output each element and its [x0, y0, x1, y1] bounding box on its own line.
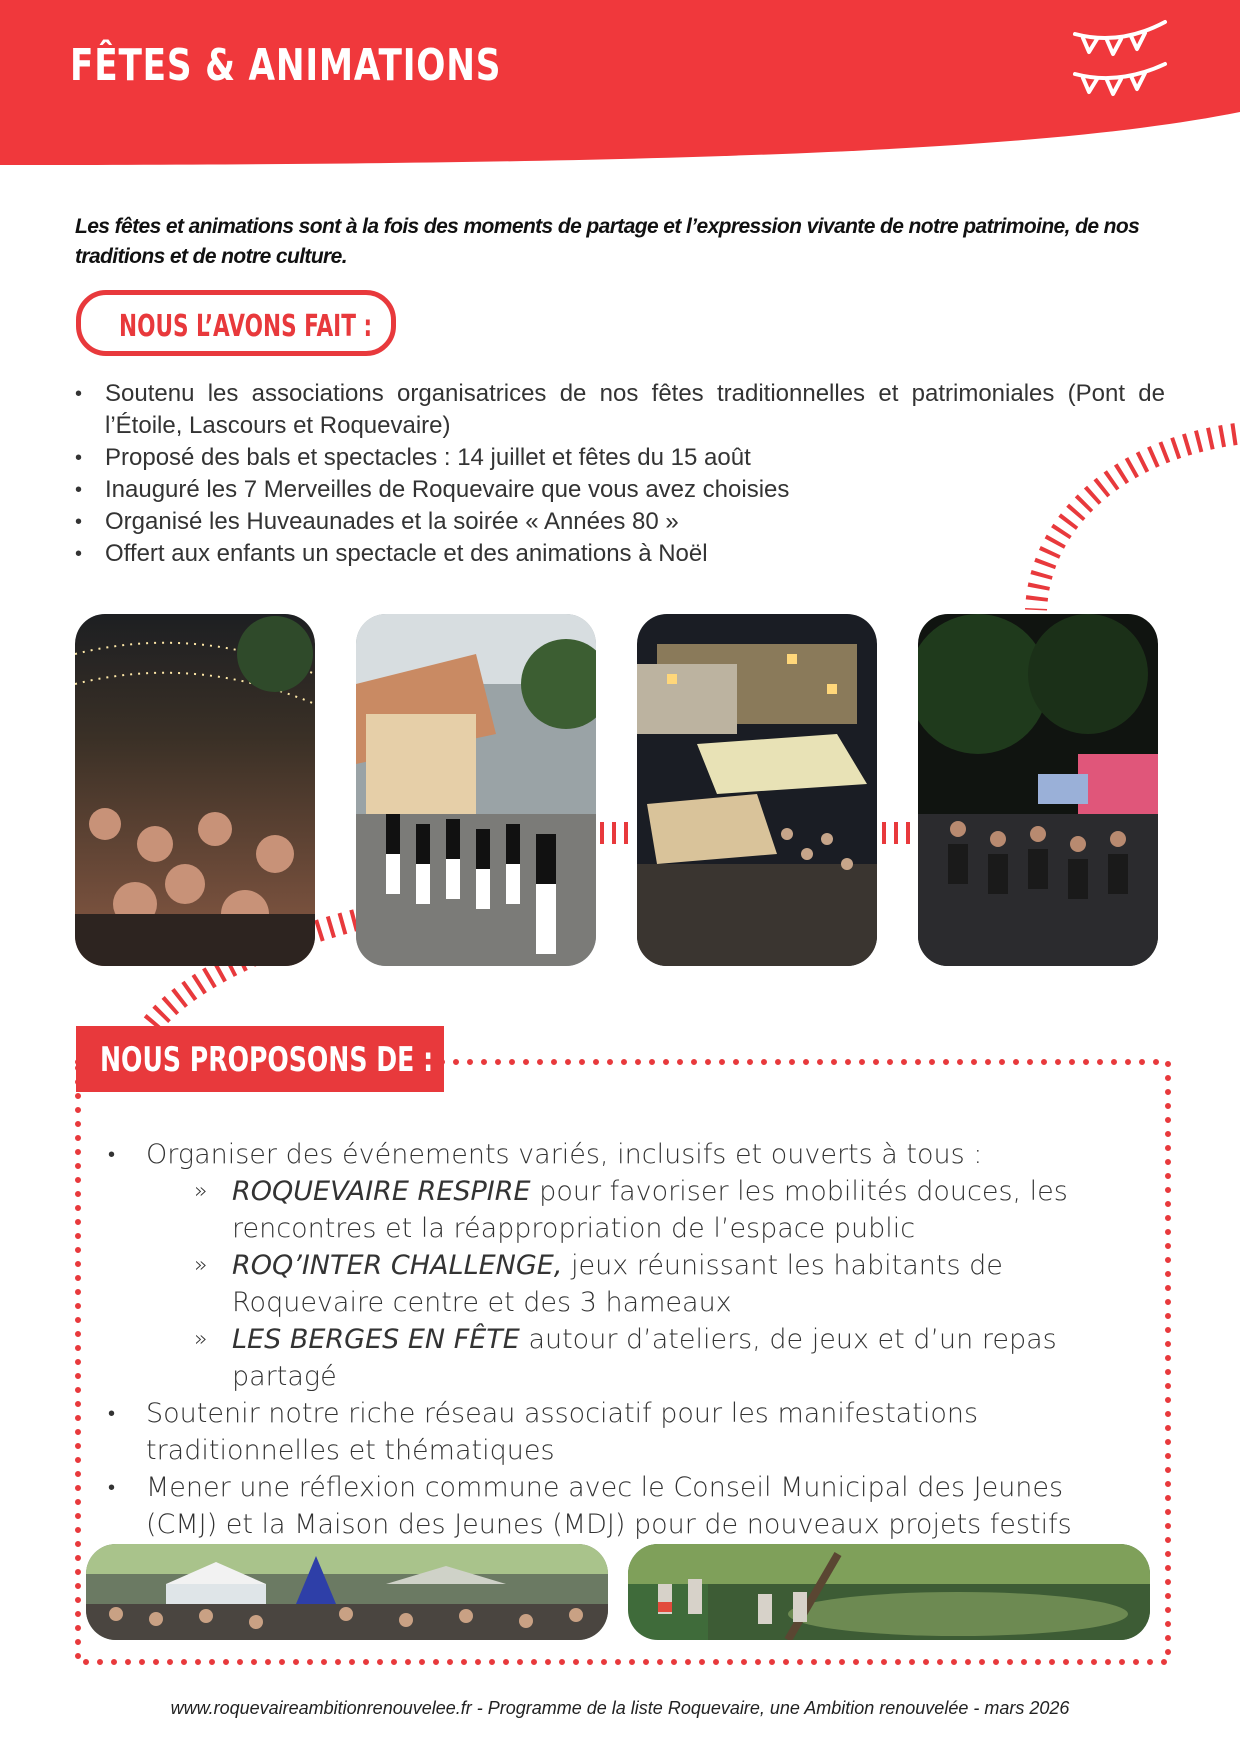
- done-list: [75, 378, 1165, 570]
- photo-night-market: [637, 614, 877, 966]
- list-item: • Offert aux enfants un spectacle et des animations à Noël: [75, 538, 1165, 570]
- list-item: • Organisé les Huveaunades et la soirée « Années 80 »: [75, 506, 1165, 538]
- list-item: » ROQUEVAIRE RESPIRE pour favoriser les mobilités douces, les rencontres et la réappropriation de l’espace public: [108, 1173, 1138, 1247]
- photo-riverbank: [628, 1544, 1150, 1640]
- page-title: FÊTES & ANIMATIONS: [70, 40, 502, 91]
- list-item: • Soutenir notre riche réseau associatif pour les manifestations traditionnelles et thématiques: [108, 1395, 1138, 1469]
- photo-crowd-night: [75, 614, 315, 966]
- done-section-label: [76, 290, 396, 356]
- list-item: » LES BERGES EN FÊTE autour d’ateliers, de jeux et d’un repas partagé: [108, 1321, 1138, 1395]
- done-section-title: NOUS L’AVONS FAIT :: [119, 309, 373, 344]
- proposals-list: [108, 1136, 1138, 1543]
- photo-concert: [918, 614, 1158, 966]
- header-banner: [0, 0, 1240, 170]
- photo-festival-tents: [86, 1544, 608, 1640]
- propose-section-title: NOUS PROPOSONS DE :: [100, 1040, 434, 1080]
- footer-text: www.roquevaireambitionrenouvelee.fr - Programme de la liste Roquevaire, une Ambition renouvelée - mars 2026: [170, 1698, 1070, 1718]
- list-item: » ROQ’INTER CHALLENGE, jeux réunissant les habitants de Roquevaire centre et des 3 hameaux: [108, 1247, 1138, 1321]
- photo-parade: [356, 614, 596, 966]
- list-item: • Soutenu les associations organisatrices de nos fêtes traditionnelles et patrimoniales (Pont de l’Étoile, Lascours et Roquevaire): [75, 378, 1165, 442]
- list-item: • Organiser des événements variés, inclusifs et ouverts à tous :: [108, 1136, 1138, 1173]
- list-item: • Proposé des bals et spectacles : 14 juillet et fêtes du 15 août: [75, 442, 1165, 474]
- intro-text: Les fêtes et animations sont à la fois des moments de partage et l’expression vivante de notre patrimoine, de nos traditions et de notre culture.: [75, 215, 1140, 268]
- list-item: • Mener une réflexion commune avec le Conseil Municipal des Jeunes (CMJ) et la Maison des Jeunes (MDJ) pour de nouveaux projets festifs: [108, 1469, 1138, 1543]
- propose-section-label: [76, 1026, 444, 1092]
- list-item: • Inauguré les 7 Merveilles de Roquevaire que vous avez choisies: [75, 474, 1165, 506]
